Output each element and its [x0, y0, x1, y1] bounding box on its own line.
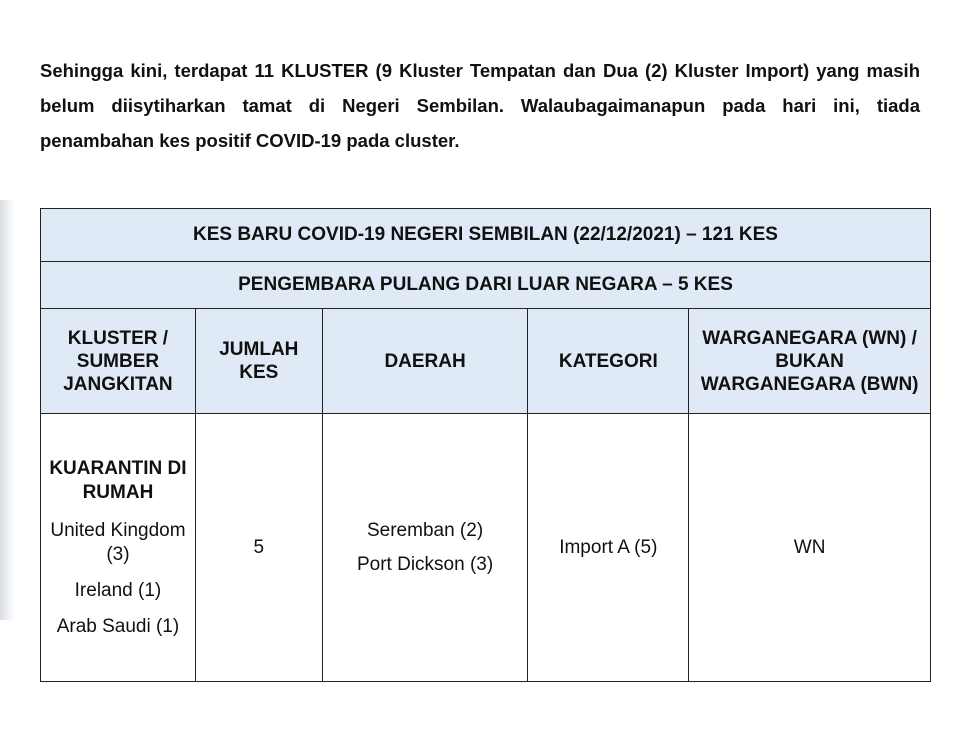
header-kluster: KLUSTER / SUMBER JANGKITAN — [41, 309, 196, 414]
cell-warganegara: WN — [689, 414, 931, 682]
page-edge-shadow — [0, 200, 14, 620]
intro-paragraph: Sehingga kini, terdapat 11 KLUSTER (9 Kluster Tempatan dan Dua (2) Kluster Import) yang masih belum diisytiharkan tamat di Negeri Sembilan. Walaubagaimanapun pada hari ini, tiada penambahan kes positif COVID-19 pada cluster. — [40, 59, 920, 151]
country-item: United Kingdom (3) — [50, 519, 186, 565]
table-title: KES BARU COVID-19 NEGERI SEMBILAN (22/12/2021) – 121 KES — [41, 209, 931, 262]
header-daerah: DAERAH — [322, 309, 528, 414]
cell-kluster — [41, 414, 196, 682]
table-header-row — [41, 309, 931, 414]
cases-table — [40, 208, 931, 682]
daerah-item: Port Dickson (3) — [356, 553, 494, 575]
cell-kategori: Import A (5) — [528, 414, 689, 682]
daerah-item: Seremban (2) — [366, 519, 484, 541]
header-kategori: KATEGORI — [528, 309, 689, 414]
cluster-title: KUARANTIN DI RUMAH — [49, 457, 187, 503]
cell-jumlah: 5 — [195, 414, 322, 682]
country-item: Arab Saudi (1) — [56, 615, 180, 637]
cell-daerah — [322, 414, 528, 682]
header-jumlah: JUMLAH KES — [195, 309, 322, 414]
table-title-row — [41, 209, 931, 262]
country-item: Ireland (1) — [74, 579, 162, 601]
header-warganegara: WARGANEGARA (WN) / BUKAN WARGANEGARA (BWN) — [689, 309, 931, 414]
table-subtitle-row — [41, 262, 931, 309]
table-row — [41, 414, 931, 682]
table-subtitle: PENGEMBARA PULANG DARI LUAR NEGARA – 5 KES — [41, 262, 931, 309]
